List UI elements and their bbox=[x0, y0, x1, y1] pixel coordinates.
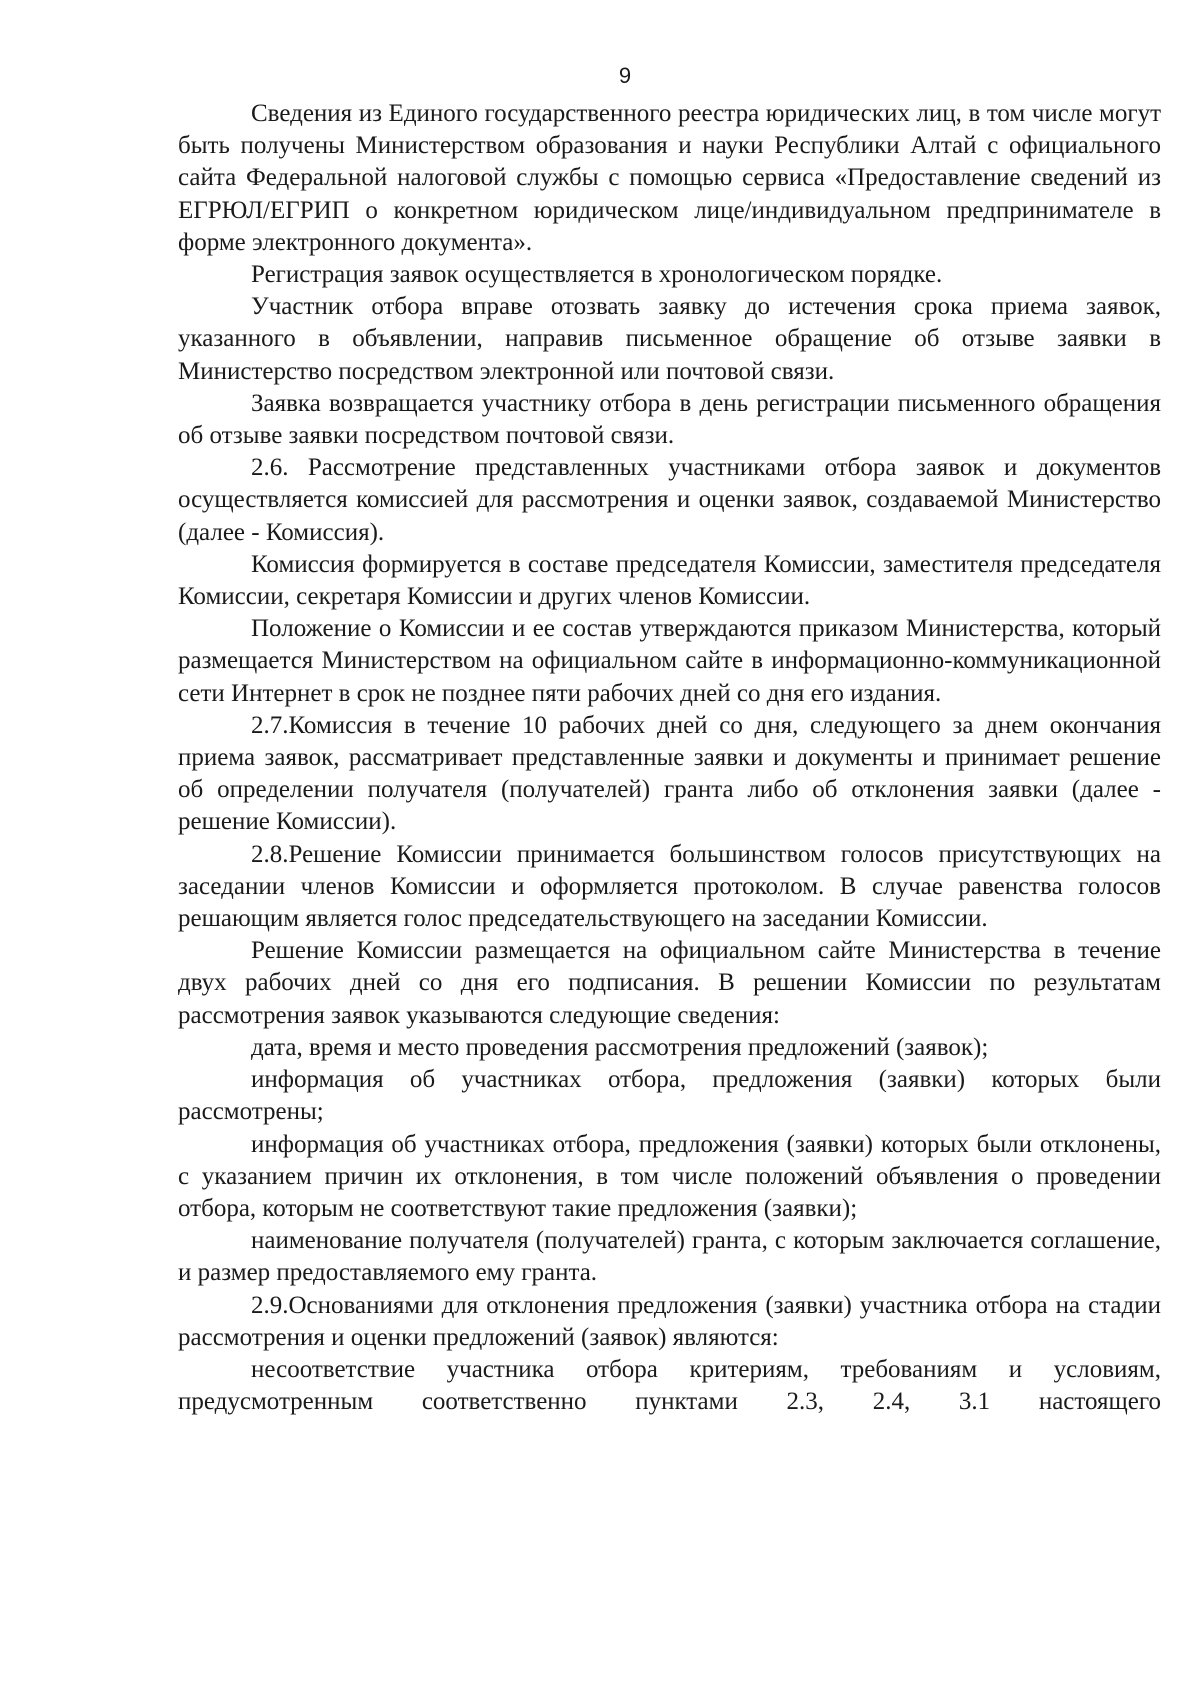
paragraph-2-8-decision: 2.8.Решение Комиссии принимается большинством голосов присутствующих на заседании членов Комиссии и оформляется протоколом. В случае равенства голосов решающим является голос председательствующего на заседании Комиссии. bbox=[178, 840, 1161, 933]
paragraph-egrul-info: Сведения из Единого государственного реестра юридических лиц, в том числе могут быть получены Министерством образования и науки Республики Алтай с официального сайта Федеральной налоговой службы с помощью сервиса «Предоставление сведений из ЕГРЮЛ/ЕГРИП о конкретном юридическом лице/индивидуальном предпринимателе в форме электронного документа». bbox=[178, 100, 1161, 256]
paragraph-withdraw-application: Участник отбора вправе отозвать заявку до истечения срока приема заявок, указанного в объявлении, направив письменное обращение об отзыве заявки в Министерство посредством электронной или почтовой связи. bbox=[178, 293, 1161, 385]
paragraph-application-return: Заявка возвращается участнику отбора в день регистрации письменного обращения об отзыве заявки посредством почтовой связи. bbox=[178, 389, 1161, 450]
paragraph-2-7-review-period: 2.7.Комиссия в течение 10 рабочих дней со дня, следующего за днем окончания приема заявок, рассматривает представленные заявки и документы и принимает решение об определении получателя (получателей) гранта либо об отклонения заявки (далее - решение Комиссии). bbox=[178, 711, 1161, 836]
paragraph-registration-order: Регистрация заявок осуществляется в хронологическом порядке. bbox=[251, 261, 943, 289]
paragraph-commission-regulation: Положение о Комиссии и ее состав утверждаются приказом Министерства, который размещается Министерством на официальном сайте в информационно-коммуникационной сети Интернет в срок не позднее пяти рабочих дней со дня его издания. bbox=[178, 615, 1161, 707]
paragraph-decision-publication: Решение Комиссии размещается на официальном сайте Министерства в течение двух рабочих дней со дня его подписания. В решении Комиссии по результатам рассмотрения заявок указываются следующие сведения: bbox=[178, 937, 1161, 1029]
list-item-rejected-participants: информация об участниках отбора, предложения (заявки) которых были отклонены, с указанием причин их отклонения, в том числе положений объявления о проведении отбора, которым не соответствуют такие предложения (заявки); bbox=[178, 1130, 1161, 1222]
page-number: 9 bbox=[618, 63, 632, 88]
paragraph-criteria-mismatch: несоответствие участника отбора критериям, требованиям и условиям, предусмотренным соответственно пунктами 2.3, 2.4, 3.1 настоящего bbox=[178, 1355, 1161, 1416]
paragraph-2-6-review: 2.6. Рассмотрение представленных участниками отбора заявок и документов осуществляется комиссией для рассмотрения и оценки заявок, создаваемой Министерство (далее - Комиссия). bbox=[178, 454, 1161, 546]
list-item-grant-recipient: наименование получателя (получателей) гранта, с которым заключается соглашение, и размер предоставляемого ему гранта. bbox=[178, 1227, 1161, 1287]
paragraph-commission-composition: Комиссия формируется в составе председателя Комиссии, заместителя председателя Комиссии, секретаря Комиссии и других членов Комиссии. bbox=[178, 550, 1161, 611]
paragraph-2-9-rejection-grounds: 2.9.Основаниями для отклонения предложения (заявки) участника отбора на стадии рассмотрения и оценки предложений (заявок) являются: bbox=[178, 1291, 1161, 1351]
document-body bbox=[178, 98, 1161, 1418]
list-item-date-time-place: дата, время и место проведения рассмотрения предложений (заявок); bbox=[251, 1033, 989, 1061]
list-item-reviewed-participants: информация об участниках отбора, предложения (заявки) которых были рассмотрены; bbox=[178, 1066, 1161, 1126]
